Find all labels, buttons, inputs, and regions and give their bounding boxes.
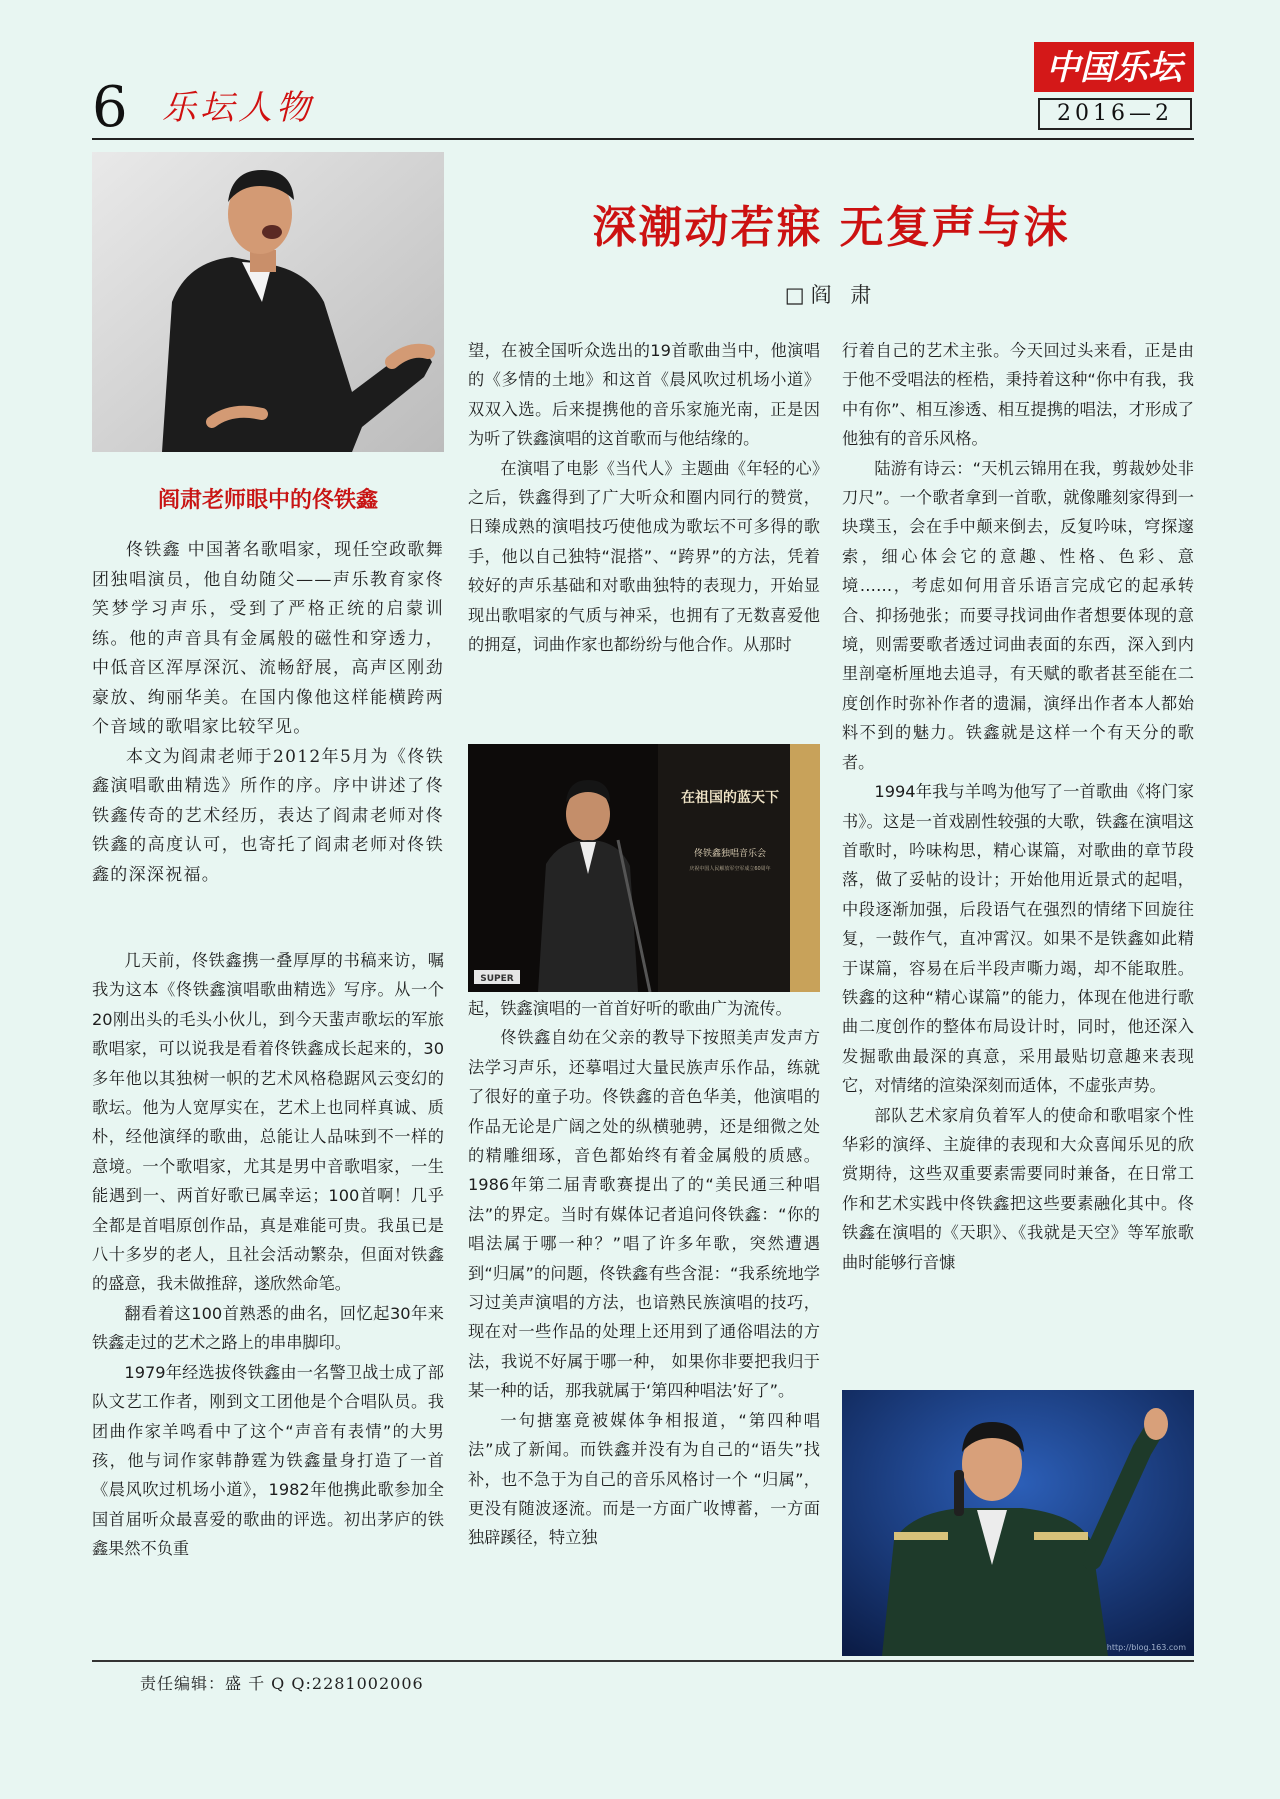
paragraph: 部队艺术家肩负着军人的使命和歌唱家个性华彩的演绎、主旋律的表现和大众喜闻乐见的欣赏期待，这些双重要素需要同时兼备，在日常工作和艺术实践中佟铁鑫把这些要素融化其中。佟铁鑫在演唱的《天职》、《我就是天空》等军旅歌曲时能够行音慷	[842, 1105, 1194, 1272]
paragraph: 1994年我与羊鸣为他写了一首歌曲《将门家书》。这是一首戏剧性较强的大歌，铁鑫在演唱这首歌时，吟味构思，精心谋篇，对歌曲的章节段落，做了妥帖的设计；开始他用近景式的起唱，中段逐渐加强，后段语气在强烈的情绪下回旋往复，一鼓作气，直冲霄汉。如果不是铁鑫如此精于谋篇，容易在后半段声嘶力竭，却不能取胜。铁鑫的这种“精心谋篇”的能力，体现在他进行歌曲二度创作的整体布局设计时，同时，他还深入发掘歌曲最深的真意，采用最贴切意趣来表现它，对情绪的渲染深刻而适体，不虚张声势。	[842, 782, 1194, 1096]
article-author: □阎 肃	[784, 283, 878, 307]
article-column-2-top	[468, 336, 820, 659]
poster-brand: SUPER	[480, 974, 514, 984]
poster-subtitle: 佟铁鑫独唱音乐会	[693, 849, 767, 859]
section-title: 乐坛人物	[162, 88, 314, 128]
concert-photo	[468, 744, 820, 992]
paragraph: 几天前，佟铁鑫携一叠厚厚的书稿来访，嘱我为这本《佟铁鑫演唱歌曲精选》写序。从一个20刚出头的毛头小伙儿，到今天蜚声歌坛的军旅歌唱家，可以说我是看着佟铁鑫成长起来的，30多年他以其独树一帜的艺术风格稳踞风云变幻的歌坛。他为人宽厚实在，艺术上也同样真诚、质朴，经他演绎的歌曲，总能让人品味到不一样的意境。一个歌唱家，尤其是男中音歌唱家，一生能遇到一、两首好歌已属幸运；100首啊！几乎全都是首唱原创作品，真是难能可贵。我虽已是八十多岁的老人，且社会活动繁杂，但面对铁鑫的盛意，我未做推辞，遂欣然命笔。	[92, 951, 444, 1294]
watermark: http://blog.163.com	[1106, 1643, 1186, 1652]
poster-title: 在祖国的蓝天下	[681, 790, 779, 806]
paragraph: 佟铁鑫自幼在父亲的教导下按照美声发声方法学习声乐，还摹唱过大量民族声乐作品，练就了很好的童子功。佟铁鑫的音色华美，他演唱的作品无论是广阔之处的纵横驰骋，还是细微之处的精雕细琢，音色都始终有着金属般的质感。1986年第二届青歌赛提出了的“美民通三种唱法”的界定。当时有媒体记者追问佟铁鑫：“你的唱法属于哪一种？”唱了许多年歌，突然遭遇到“归属”的问题，佟铁鑫有些含混：“我系统地学习过美声演唱的方法，也谙熟民族演唱的技巧，现在对一些作品的处理上还用到了通俗唱法的方法，我说不好属于哪一种， 如果你非要把我归于某一种的话，那我就属于‘第四种唱法’好了”。	[468, 1028, 820, 1401]
magazine-logo-text: 中国乐坛	[1046, 48, 1182, 88]
footer-rule	[92, 1660, 1194, 1662]
sidebar-paragraph: 佟铁鑫 中国著名歌唱家，现任空政歌舞团独唱演员，他自幼随父——声乐教育家佟笑梦学习声乐，受到了严格正统的启蒙训练。他的声音具有金属般的磁性和穿透力，中低音区浑厚深沉、流畅舒展，高声区刚劲豪放、绚丽华美。在国内像他这样能横跨两个音域的歌唱家比较罕见。	[92, 540, 444, 737]
article-title: 深潮动若寐 无复声与沫	[592, 202, 1070, 253]
paragraph: 行着自己的艺术主张。今天回过头来看，正是由于他不受唱法的桎梏，秉持着这种“你中有我，我中有你”、相互渗透、相互提携的唱法，才形成了他独有的音乐风格。	[842, 341, 1194, 449]
poster-small-text: 庆祝中国人民解放军空军成立60周年	[689, 866, 771, 872]
uniform-photo	[842, 1390, 1194, 1656]
magazine-logo	[1034, 42, 1194, 92]
issue-date: 2016—2	[1038, 98, 1192, 130]
paragraph: 陆游有诗云：“天机云锦用在我，剪裁妙处非刀尺”。一个歌者拿到一首歌，就像雕刻家得到一块璞玉，会在手中颠来倒去，反复吟味，穹探邃索，细心体会它的意趣、性格、色彩、意境……，考虑如何用音乐语言完成它的起承转合、抑扬弛张；而要寻找词曲作者想要体现的意境，则需要歌者透过词曲表面的东西，深入到内里剖毫析厘地去追寻，有天赋的歌者甚至能在二度创作时弥补作者的遗漏，演绎出作者本人都始料不到的魅力。铁鑫就是这样一个有天分的歌者。	[842, 458, 1194, 772]
paragraph: 一句搪塞竟被媒体争相报道，“第四种唱法”成了新闻。而铁鑫并没有为自己的“语失”找补，也不急于为自己的音乐风格讨一个 “归属”，更没有随波逐流。而是一方面广收博蓄，一方面独辟蹊径，特立独	[468, 1410, 820, 1548]
sidebar-paragraph: 本文为阎肃老师于2012年5月为《佟铁鑫演唱歌曲精选》所作的序。序中讲述了佟铁鑫传奇的艺术经历，表达了阎肃老师对佟铁鑫的高度认可，也寄托了阎肃老师对佟铁鑫的深深祝福。	[92, 746, 444, 885]
page-number: 6	[92, 75, 128, 140]
paragraph: 翻看着这100首熟悉的曲名，回忆起30年来铁鑫走过的艺术之路上的串串脚印。	[92, 1303, 444, 1353]
footer-editor: 责任编辑：盛 千 Q Q:2281002006	[140, 1674, 424, 1693]
sidebar-heading: 阎肃老师眼中的佟铁鑫	[157, 487, 378, 513]
paragraph: 起，铁鑫演唱的一首首好听的歌曲广为流传。	[468, 999, 792, 1018]
article-column-2-bottom	[468, 994, 820, 1553]
header-rule	[92, 138, 1194, 140]
sidebar-intro	[92, 536, 444, 890]
paragraph: 望，在被全国听众选出的19首歌曲当中，他演唱的《多情的土地》和这首《晨风吹过机场小道》双双入选。后来提携他的音乐家施光南，正是因为听了铁鑫演唱的这首歌而与他结缘的。	[468, 341, 820, 449]
portrait-photo	[92, 152, 444, 452]
article-column-3	[842, 336, 1194, 1277]
article-column-1	[92, 946, 444, 1564]
paragraph: 1979年经选拔佟铁鑫由一名警卫战士成了部队文艺工作者，刚到文工团他是个合唱队员。我团曲作家羊鸣看中了这个“声音有表情”的大男孩，他与词作家韩静霆为铁鑫量身打造了一首《晨风吹过机场小道》，1982年他携此歌参加全国首届听众最喜爱的歌曲的评选。初出茅庐的铁鑫果然不负重	[92, 1362, 444, 1559]
paragraph: 在演唱了电影《当代人》主题曲《年轻的心》之后，铁鑫得到了广大听众和圈内同行的赞赏，日臻成熟的演唱技巧使他成为歌坛不可多得的歌手，他以自己独特“混搭”、“跨界”的方法，凭着较好的声乐基础和对歌曲独特的表现力，开始显现出歌唱家的气质与神采，也拥有了无数喜爱他的拥趸，词曲作家也都纷纷与他合作。从那时	[468, 458, 820, 655]
